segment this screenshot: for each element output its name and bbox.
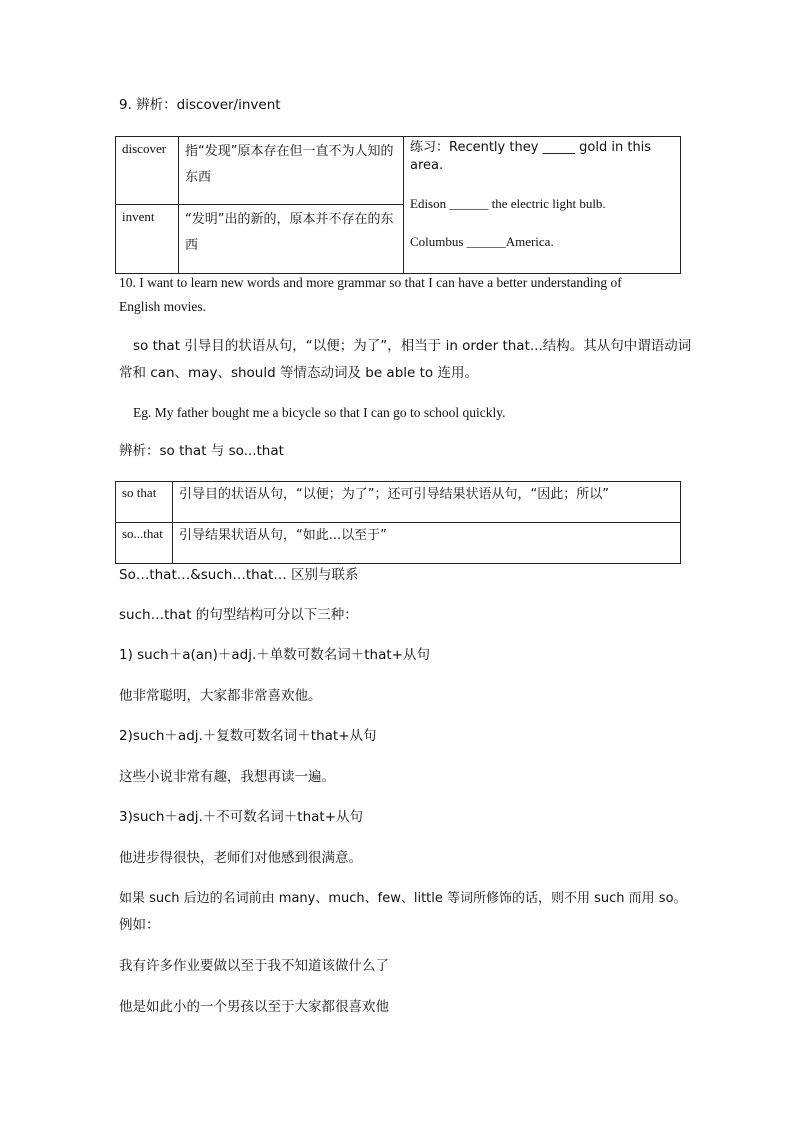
such-note-line1: 如果 such 后边的名词前由 many、much、few、little 等词所修饰的话，则不用 such 而用 so。 [119, 891, 687, 906]
so-that-example: Eg. My father bought me a bicycle so that I can go to school quickly. [133, 405, 506, 420]
such-example-2: 他是如此小的一个男孩以至于大家都很喜欢他 [119, 999, 389, 1015]
section-9-heading: 9. 辨析：discover/invent [119, 97, 281, 113]
such-note-line2: 例如： [119, 917, 160, 933]
cell-invent-word: invent [116, 204, 179, 273]
cell-discover-def: 指“发现”原本存在但一直不为人知的东西 [179, 137, 404, 205]
discover-invent-table [115, 136, 681, 274]
practice-line-1: 练习：Recently they _____ gold in this area. [410, 140, 652, 173]
so-that-table [115, 481, 681, 564]
cell-so-that2-word: so...that [116, 523, 173, 564]
cell-discover-word: discover [116, 137, 179, 205]
pattern-3-example: 他进步得很快，老师们对他感到很满意。 [119, 850, 362, 866]
pattern-2-example: 这些小说非常有趣，我想再读一遍。 [119, 769, 335, 785]
pattern-1: 1) such＋a(an)＋adj.＋单数可数名词＋that+从句 [119, 647, 430, 663]
such-example-1: 我有许多作业要做以至于我不知道该做什么了 [119, 958, 389, 974]
compare-heading: 辨析：so that 与 so...that [119, 443, 284, 459]
cell-so-that2-def: 引导结果状语从句，“如此...以至于” [173, 523, 681, 564]
cell-so-that-def: 引导目的状语从句，“以便；为了”；还可引导结果状语从句，“因此；所以” [173, 482, 681, 523]
section-10-sentence-line2: English movies. [119, 299, 206, 314]
cell-practice [404, 137, 681, 274]
pattern-2: 2)such＋adj.＋复数可数名词＋that+从句 [119, 728, 377, 744]
pattern-1-example: 他非常聪明，大家都非常喜欢他。 [119, 688, 322, 704]
cell-invent-def: “发明”出的新的，原本并不存在的东西 [179, 204, 404, 273]
so-that-explain-line1: so that 引导目的状语从句，“以便；为了”，相当于 in order that...结构。其从句中谓语动词 [133, 338, 692, 354]
cell-so-that-word: so that [116, 482, 173, 523]
such-heading: So…that…&such…that… 区别与联系 [119, 567, 359, 583]
section-10-sentence-line1: 10. I want to learn new words and more grammar so that I can have a better understanding of [119, 275, 622, 290]
pattern-3: 3)such＋adj.＋不可数名词＋that+从句 [119, 809, 364, 825]
practice-line-3: Columbus ______America. [410, 234, 554, 249]
such-intro: such…that 的句型结构可分以下三种： [119, 607, 358, 623]
practice-line-2: Edison ______ the electric light bulb. [410, 196, 606, 211]
so-that-explain-line2: 常和 can、may、should 等情态动词及 be able to 连用。 [119, 365, 478, 381]
